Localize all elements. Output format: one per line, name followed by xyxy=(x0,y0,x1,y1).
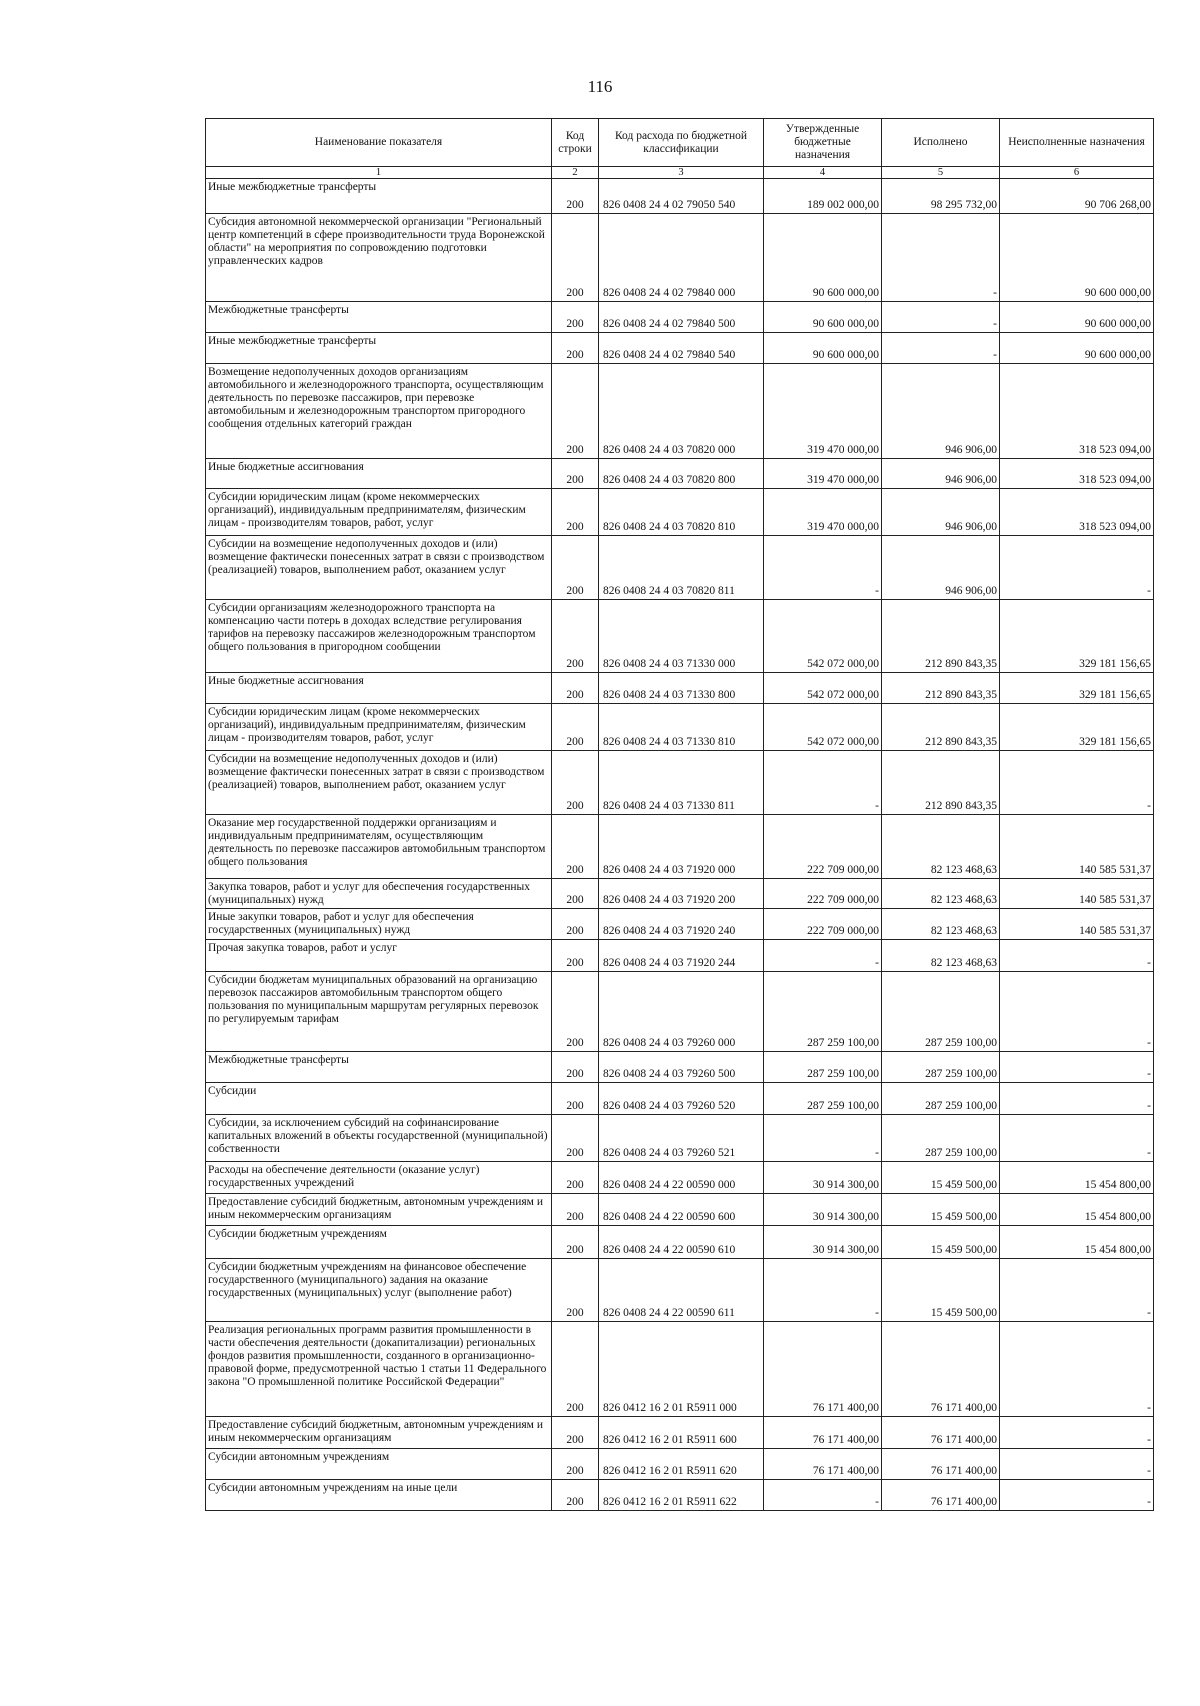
table-row xyxy=(206,940,1154,972)
table-row xyxy=(206,1052,1154,1083)
row-unexecuted: 140 585 531,37 xyxy=(1000,815,1154,879)
row-name: Субсидии юридическим лицам (кроме некоммерческих организаций), индивидуальным предпринимателям, физическим лицам - производителям товаров, работ, услуг xyxy=(206,704,552,751)
row-name: Расходы на обеспечение деятельности (оказание услуг) государственных учреждений xyxy=(206,1162,552,1194)
row-name: Иные бюджетные ассигнования xyxy=(206,459,552,489)
row-approved: 287 259 100,00 xyxy=(764,972,882,1052)
row-name: Закупка товаров, работ и услуг для обеспечения государственных (муниципальных) нужд xyxy=(206,879,552,909)
row-budget-code: 826 0408 24 4 03 70820 810 xyxy=(599,489,764,536)
table-row xyxy=(206,333,1154,364)
row-unexecuted: 15 454 800,00 xyxy=(1000,1162,1154,1194)
row-name: Субсидии автономным учреждениям на иные цели xyxy=(206,1480,552,1511)
row-name: Субсидии бюджетам муниципальных образований на организацию перевозок пассажиров автомобильным транспортом общего пользования по муниципальным маршрутам регулярных перевозок по регулируемым тарифам xyxy=(206,972,552,1052)
table-row xyxy=(206,673,1154,704)
header-row xyxy=(206,119,1154,167)
row-line-code: 200 xyxy=(552,459,599,489)
header-indicator-name: Наименование показателя xyxy=(206,119,552,167)
row-name: Субсидии на возмещение недополученных доходов и (или) возмещение фактически понесенных затрат в связи с производством (реализацией) товаров, выполнением работ, оказанием услуг xyxy=(206,751,552,815)
row-unexecuted: 140 585 531,37 xyxy=(1000,909,1154,940)
row-executed: - xyxy=(882,302,1000,333)
row-budget-code: 826 0408 24 4 03 71920 000 xyxy=(599,815,764,879)
row-line-code: 200 xyxy=(552,815,599,879)
row-line-code: 200 xyxy=(552,333,599,364)
row-unexecuted: 318 523 094,00 xyxy=(1000,459,1154,489)
table-row xyxy=(206,1162,1154,1194)
row-executed: 15 459 500,00 xyxy=(882,1162,1000,1194)
row-name: Субсидии, за исключением субсидий на софинансирование капитальных вложений в объекты государственной (муниципальной) собственности xyxy=(206,1115,552,1162)
row-approved: 76 171 400,00 xyxy=(764,1322,882,1417)
row-line-code: 200 xyxy=(552,536,599,600)
table-row xyxy=(206,179,1154,214)
row-budget-code: 826 0412 16 2 01 R5911 620 xyxy=(599,1449,764,1480)
row-approved: 287 259 100,00 xyxy=(764,1052,882,1083)
row-line-code: 200 xyxy=(552,1162,599,1194)
row-budget-code: 826 0408 24 4 03 71330 800 xyxy=(599,673,764,704)
table-row xyxy=(206,1417,1154,1449)
row-approved: 287 259 100,00 xyxy=(764,1083,882,1115)
column-number: 4 xyxy=(764,167,882,179)
table-row xyxy=(206,364,1154,459)
row-unexecuted: - xyxy=(1000,1115,1154,1162)
row-unexecuted: 15 454 800,00 xyxy=(1000,1194,1154,1226)
row-approved: 90 600 000,00 xyxy=(764,333,882,364)
row-approved: - xyxy=(764,1115,882,1162)
row-budget-code: 826 0408 24 4 22 00590 000 xyxy=(599,1162,764,1194)
row-budget-code: 826 0408 24 4 03 71330 811 xyxy=(599,751,764,815)
row-name: Оказание мер государственной поддержки организациям и индивидуальным предпринимателям, осуществляющим деятельность по перевозке пассажиров автомобильным транспортом общего пользования xyxy=(206,815,552,879)
row-unexecuted: 318 523 094,00 xyxy=(1000,489,1154,536)
table-row xyxy=(206,751,1154,815)
table-row xyxy=(206,302,1154,333)
row-executed: 946 906,00 xyxy=(882,364,1000,459)
row-name: Предоставление субсидий бюджетным, автономным учреждениям и иным некоммерческим организациям xyxy=(206,1194,552,1226)
table-row xyxy=(206,600,1154,673)
row-approved: 30 914 300,00 xyxy=(764,1226,882,1259)
row-executed: 287 259 100,00 xyxy=(882,972,1000,1052)
row-unexecuted: - xyxy=(1000,751,1154,815)
row-line-code: 200 xyxy=(552,364,599,459)
header-approved-appropriations: Утвержденные бюджетные назначения xyxy=(764,119,882,167)
row-line-code: 200 xyxy=(552,1115,599,1162)
row-line-code: 200 xyxy=(552,489,599,536)
row-unexecuted: 90 706 268,00 xyxy=(1000,179,1154,214)
row-budget-code: 826 0408 24 4 03 70820 800 xyxy=(599,459,764,489)
row-line-code: 200 xyxy=(552,1480,599,1511)
row-line-code: 200 xyxy=(552,673,599,704)
row-unexecuted: 329 181 156,65 xyxy=(1000,673,1154,704)
row-approved: 222 709 000,00 xyxy=(764,909,882,940)
row-name: Субсидии юридическим лицам (кроме некоммерческих организаций), индивидуальным предпринимателям, физическим лицам - производителям товаров, работ, услуг xyxy=(206,489,552,536)
row-name: Возмещение недополученных доходов организациям автомобильного и железнодорожного транспорта, осуществляющим деятельность по перевозке пассажиров, при перевозке автомобильным и железнодорожным транспортом пригородного сообщения отдельных категорий граждан xyxy=(206,364,552,459)
row-executed: 15 459 500,00 xyxy=(882,1226,1000,1259)
row-executed: 212 890 843,35 xyxy=(882,600,1000,673)
row-unexecuted: 90 600 000,00 xyxy=(1000,302,1154,333)
row-line-code: 200 xyxy=(552,1226,599,1259)
row-line-code: 200 xyxy=(552,909,599,940)
row-line-code: 200 xyxy=(552,940,599,972)
row-budget-code: 826 0408 24 4 03 70820 000 xyxy=(599,364,764,459)
row-approved: - xyxy=(764,536,882,600)
row-executed: 287 259 100,00 xyxy=(882,1052,1000,1083)
row-executed: 76 171 400,00 xyxy=(882,1417,1000,1449)
row-line-code: 200 xyxy=(552,751,599,815)
row-unexecuted: 90 600 000,00 xyxy=(1000,333,1154,364)
row-budget-code: 826 0408 24 4 03 79260 500 xyxy=(599,1052,764,1083)
row-line-code: 200 xyxy=(552,1417,599,1449)
row-budget-code: 826 0408 24 4 03 79260 520 xyxy=(599,1083,764,1115)
row-unexecuted: - xyxy=(1000,1480,1154,1511)
row-executed: 82 123 468,63 xyxy=(882,815,1000,879)
row-name: Субсидии организациям железнодорожного транспорта на компенсацию части потерь в доходах вследствие регулирования тарифов на перевозку пассажиров железнодорожным транспортом общего пользования в пригородном сообщении xyxy=(206,600,552,673)
row-budget-code: 826 0412 16 2 01 R5911 000 xyxy=(599,1322,764,1417)
table-row xyxy=(206,879,1154,909)
table-row xyxy=(206,704,1154,751)
row-line-code: 200 xyxy=(552,1194,599,1226)
row-name: Прочая закупка товаров, работ и услуг xyxy=(206,940,552,972)
row-executed: - xyxy=(882,333,1000,364)
row-line-code: 200 xyxy=(552,302,599,333)
row-executed: 287 259 100,00 xyxy=(882,1083,1000,1115)
row-executed: 82 123 468,63 xyxy=(882,879,1000,909)
row-approved: 30 914 300,00 xyxy=(764,1162,882,1194)
row-name: Реализация региональных программ развития промышленности в части обеспечения деятельности (докапитализации) региональных фондов развития промышленности, созданного в организационно-правовой форме, предусмотренной частью 1 статьи 11 Федерального закона "О промышленной политике Российской Федерации" xyxy=(206,1322,552,1417)
row-line-code: 200 xyxy=(552,704,599,751)
row-approved: 76 171 400,00 xyxy=(764,1417,882,1449)
row-unexecuted: 140 585 531,37 xyxy=(1000,879,1154,909)
table-row xyxy=(206,909,1154,940)
row-approved: 189 002 000,00 xyxy=(764,179,882,214)
row-approved: 222 709 000,00 xyxy=(764,879,882,909)
row-budget-code: 826 0408 24 4 02 79840 000 xyxy=(599,214,764,302)
row-budget-code: 826 0412 16 2 01 R5911 622 xyxy=(599,1480,764,1511)
header-budget-classification-code: Код расхода по бюджетной классификации xyxy=(599,119,764,167)
row-line-code: 200 xyxy=(552,1052,599,1083)
row-budget-code: 826 0408 24 4 03 71920 200 xyxy=(599,879,764,909)
row-executed: 287 259 100,00 xyxy=(882,1115,1000,1162)
row-budget-code: 826 0408 24 4 02 79840 500 xyxy=(599,302,764,333)
row-unexecuted: - xyxy=(1000,1259,1154,1322)
row-approved: 319 470 000,00 xyxy=(764,489,882,536)
budget-execution-table xyxy=(205,118,1154,1511)
row-budget-code: 826 0408 24 4 22 00590 610 xyxy=(599,1226,764,1259)
row-line-code: 200 xyxy=(552,1322,599,1417)
row-line-code: 200 xyxy=(552,214,599,302)
row-approved: 90 600 000,00 xyxy=(764,302,882,333)
row-budget-code: 826 0408 24 4 22 00590 611 xyxy=(599,1259,764,1322)
table-row xyxy=(206,1322,1154,1417)
table-row xyxy=(206,1115,1154,1162)
row-executed: 82 123 468,63 xyxy=(882,940,1000,972)
row-budget-code: 826 0412 16 2 01 R5911 600 xyxy=(599,1417,764,1449)
row-executed: 212 890 843,35 xyxy=(882,673,1000,704)
column-number: 6 xyxy=(1000,167,1154,179)
row-executed: 946 906,00 xyxy=(882,536,1000,600)
row-executed: - xyxy=(882,214,1000,302)
table-row xyxy=(206,1480,1154,1511)
row-executed: 76 171 400,00 xyxy=(882,1449,1000,1480)
row-name: Субсидии бюджетным учреждениям на финансовое обеспечение государственного (муниципального) задания на оказание государственных (муниципальных) услуг (выполнение работ) xyxy=(206,1259,552,1322)
row-unexecuted: - xyxy=(1000,1322,1154,1417)
row-executed: 15 459 500,00 xyxy=(882,1259,1000,1322)
row-unexecuted: - xyxy=(1000,1417,1154,1449)
page-number: 116 xyxy=(587,77,613,96)
table-row xyxy=(206,1449,1154,1480)
row-approved: 542 072 000,00 xyxy=(764,600,882,673)
row-name: Иные закупки товаров, работ и услуг для обеспечения государственных (муниципальных) нужд xyxy=(206,909,552,940)
row-budget-code: 826 0408 24 4 03 79260 000 xyxy=(599,972,764,1052)
budget-execution-table-container xyxy=(205,118,1153,1511)
table-body xyxy=(206,179,1154,1511)
row-name: Иные межбюджетные трансферты xyxy=(206,179,552,214)
row-name: Иные бюджетные ассигнования xyxy=(206,673,552,704)
row-name: Межбюджетные трансферты xyxy=(206,1052,552,1083)
row-approved: 319 470 000,00 xyxy=(764,364,882,459)
row-approved: 319 470 000,00 xyxy=(764,459,882,489)
table-row xyxy=(206,1259,1154,1322)
row-unexecuted: - xyxy=(1000,1052,1154,1083)
row-name: Субсидия автономной некоммерческой организации "Региональный центр компетенций в сфере производительности труда Воронежской области" на мероприятия по сопровождению подготовки управленческих кадров xyxy=(206,214,552,302)
table-row xyxy=(206,815,1154,879)
row-budget-code: 826 0408 24 4 03 71920 244 xyxy=(599,940,764,972)
row-executed: 76 171 400,00 xyxy=(882,1322,1000,1417)
header-executed: Исполнено xyxy=(882,119,1000,167)
row-approved: - xyxy=(764,940,882,972)
row-budget-code: 826 0408 24 4 02 79840 540 xyxy=(599,333,764,364)
row-budget-code: 826 0408 24 4 03 79260 521 xyxy=(599,1115,764,1162)
row-unexecuted: - xyxy=(1000,940,1154,972)
row-executed: 946 906,00 xyxy=(882,459,1000,489)
row-name: Предоставление субсидий бюджетным, автономным учреждениям и иным некоммерческим организациям xyxy=(206,1417,552,1449)
row-line-code: 200 xyxy=(552,1259,599,1322)
table-row xyxy=(206,489,1154,536)
table-row xyxy=(206,459,1154,489)
row-line-code: 200 xyxy=(552,1083,599,1115)
row-approved: - xyxy=(764,751,882,815)
row-name: Субсидии автономным учреждениям xyxy=(206,1449,552,1480)
row-approved: - xyxy=(764,1480,882,1511)
row-executed: 212 890 843,35 xyxy=(882,751,1000,815)
row-line-code: 200 xyxy=(552,600,599,673)
row-budget-code: 826 0408 24 4 03 71330 810 xyxy=(599,704,764,751)
row-executed: 946 906,00 xyxy=(882,489,1000,536)
row-executed: 76 171 400,00 xyxy=(882,1480,1000,1511)
row-budget-code: 826 0408 24 4 03 71330 000 xyxy=(599,600,764,673)
row-budget-code: 826 0408 24 4 03 71920 240 xyxy=(599,909,764,940)
row-executed: 98 295 732,00 xyxy=(882,179,1000,214)
column-number: 3 xyxy=(599,167,764,179)
row-name: Иные межбюджетные трансферты xyxy=(206,333,552,364)
row-unexecuted: 329 181 156,65 xyxy=(1000,600,1154,673)
table-row xyxy=(206,972,1154,1052)
row-unexecuted: 318 523 094,00 xyxy=(1000,364,1154,459)
row-approved: 222 709 000,00 xyxy=(764,815,882,879)
row-budget-code: 826 0408 24 4 02 79050 540 xyxy=(599,179,764,214)
row-executed: 212 890 843,35 xyxy=(882,704,1000,751)
row-unexecuted: - xyxy=(1000,1083,1154,1115)
row-approved: 90 600 000,00 xyxy=(764,214,882,302)
row-unexecuted: - xyxy=(1000,972,1154,1052)
row-name: Субсидии xyxy=(206,1083,552,1115)
row-line-code: 200 xyxy=(552,179,599,214)
row-unexecuted: 90 600 000,00 xyxy=(1000,214,1154,302)
row-name: Межбюджетные трансферты xyxy=(206,302,552,333)
row-unexecuted: 15 454 800,00 xyxy=(1000,1226,1154,1259)
table-row xyxy=(206,214,1154,302)
header-unexecuted-appropriations: Неисполненные назначения xyxy=(1000,119,1154,167)
column-number: 1 xyxy=(206,167,552,179)
row-line-code: 200 xyxy=(552,879,599,909)
table-row xyxy=(206,536,1154,600)
column-number-row xyxy=(206,167,1154,179)
table-row xyxy=(206,1194,1154,1226)
row-name: Субсидии на возмещение недополученных доходов и (или) возмещение фактически понесенных затрат в связи с производством (реализацией) товаров, выполнением работ, оказанием услуг xyxy=(206,536,552,600)
row-approved: - xyxy=(764,1259,882,1322)
row-budget-code: 826 0408 24 4 03 70820 811 xyxy=(599,536,764,600)
row-approved: 30 914 300,00 xyxy=(764,1194,882,1226)
column-number: 5 xyxy=(882,167,1000,179)
table-row xyxy=(206,1226,1154,1259)
row-unexecuted: - xyxy=(1000,536,1154,600)
row-unexecuted: - xyxy=(1000,1449,1154,1480)
row-executed: 15 459 500,00 xyxy=(882,1194,1000,1226)
row-approved: 542 072 000,00 xyxy=(764,673,882,704)
row-name: Субсидии бюджетным учреждениям xyxy=(206,1226,552,1259)
table-row xyxy=(206,1083,1154,1115)
row-approved: 542 072 000,00 xyxy=(764,704,882,751)
row-unexecuted: 329 181 156,65 xyxy=(1000,704,1154,751)
row-line-code: 200 xyxy=(552,1449,599,1480)
header-line-code: Код строки xyxy=(552,119,599,167)
row-approved: 76 171 400,00 xyxy=(764,1449,882,1480)
row-line-code: 200 xyxy=(552,972,599,1052)
row-executed: 82 123 468,63 xyxy=(882,909,1000,940)
row-budget-code: 826 0408 24 4 22 00590 600 xyxy=(599,1194,764,1226)
column-number: 2 xyxy=(552,167,599,179)
